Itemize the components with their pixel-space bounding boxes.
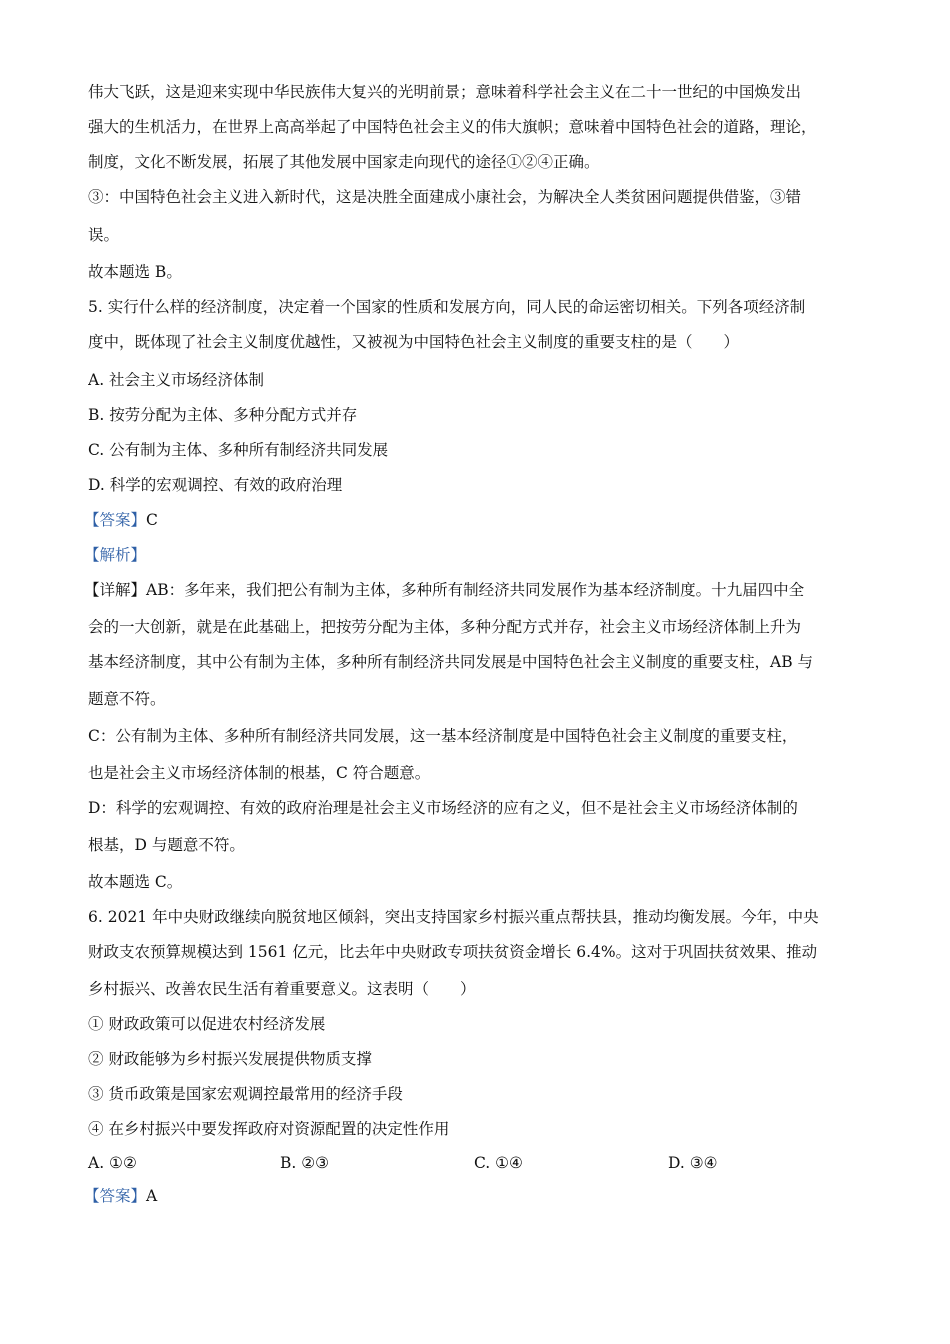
question-5-option-d: D. 科学的宏观调控、有效的政府治理 <box>88 476 343 494</box>
text-line: 伟大飞跃，这是迎来实现中华民族伟大复兴的光明前景；意味着科学社会主义在二十一世纪的中国焕发出 <box>88 83 802 101</box>
question-6-option-c: C. ①④ <box>474 1154 523 1172</box>
question-5-stem: 5. 实行什么样的经济制度，决定着一个国家的性质和发展方向，同人民的命运密切相关。下列各项经济制 <box>88 298 806 316</box>
answer-value: C <box>146 511 158 529</box>
answer-value: A <box>146 1187 158 1205</box>
question-6-stem: 6. 2021 年中央财政继续向脱贫地区倾斜，突出支持国家乡村振兴重点帮扶县，推动均衡发展。今年，中央 <box>88 908 819 926</box>
detail-line: 题意不符。 <box>88 690 166 708</box>
text-line: 制度，文化不断发展，拓展了其他发展中国家走向现代的途径①②④正确。 <box>88 153 600 171</box>
text-line: ③：中国特色社会主义进入新时代，这是决胜全面建成小康社会，为解决全人类贫困问题提供借鉴，③错 <box>88 188 802 206</box>
question-6-statement-3: ③ 货币政策是国家宏观调控最常用的经济手段 <box>88 1085 403 1103</box>
analysis-tag: 【解析】 <box>84 546 147 564</box>
question-6-stem: 乡村振兴、改善农民生活有着重要意义。这表明（ ） <box>88 980 476 998</box>
question-5-detail <box>84 580 874 600</box>
question-6-answer <box>84 1186 874 1206</box>
question-5-analysis <box>84 545 874 565</box>
detail-line: C：公有制为主体、多种所有制经济共同发展，这一基本经济制度是中国特色社会主义制度的重要支柱， <box>88 727 798 745</box>
text-line: 强大的生机活力，在世界上高高举起了中国特色社会主义的伟大旗帜；意味着中国特色社会的道路，理论， <box>88 118 817 136</box>
question-5-option-a: A. 社会主义市场经济体制 <box>88 371 265 389</box>
question-5-stem: 度中，既体现了社会主义制度优越性，又被视为中国特色社会主义制度的重要支柱的是（ ） <box>88 333 740 351</box>
question-6-statement-1: ① 财政政策可以促进农村经济发展 <box>88 1015 326 1033</box>
detail-line: 基本经济制度，其中公有制为主体，多种所有制经济共同发展是中国特色社会主义制度的重要支柱，AB 与 <box>88 653 814 671</box>
answer-tag: 【答案】 <box>84 1187 147 1205</box>
question-6-stem: 财政支农预算规模达到 1561 亿元，比去年中央财政专项扶贫资金增长 6.4%。这对于巩固扶贫效果、推动 <box>88 943 818 961</box>
detail-line: D：科学的宏观调控、有效的政府治理是社会主义市场经济的应有之义，但不是社会主义市场经济体制的 <box>88 799 798 817</box>
question-6-option-d: D. ③④ <box>668 1154 718 1172</box>
text-line: 误。 <box>88 226 120 244</box>
detail-text: AB：多年来，我们把公有制为主体，多种所有制经济共同发展作为基本经济制度。十九届四中全 <box>146 581 805 599</box>
question-5-option-c: C. 公有制为主体、多种所有制经济共同发展 <box>88 441 389 459</box>
detail-tag: 【详解】 <box>84 581 147 599</box>
detail-line: 故本题选 C。 <box>88 873 183 891</box>
detail-line: 根基，D 与题意不符。 <box>88 836 245 854</box>
question-6-statement-4: ④ 在乡村振兴中要发挥政府对资源配置的决定性作用 <box>88 1120 450 1138</box>
question-6-option-a: A. ①② <box>88 1154 137 1172</box>
question-6-option-b: B. ②③ <box>280 1154 330 1172</box>
question-5-answer <box>84 510 874 530</box>
answer-tag: 【答案】 <box>84 511 147 529</box>
text-line: 故本题选 B。 <box>88 263 182 281</box>
detail-line: 也是社会主义市场经济体制的根基，C 符合题意。 <box>88 764 431 782</box>
detail-line: 会的一大创新，就是在此基础上，把按劳分配为主体，多种分配方式并存，社会主义市场经济体制上升为 <box>88 618 802 636</box>
question-6-statement-2: ② 财政能够为乡村振兴发展提供物质支撑 <box>88 1050 372 1068</box>
question-5-option-b: B. 按劳分配为主体、多种分配方式并存 <box>88 406 358 424</box>
